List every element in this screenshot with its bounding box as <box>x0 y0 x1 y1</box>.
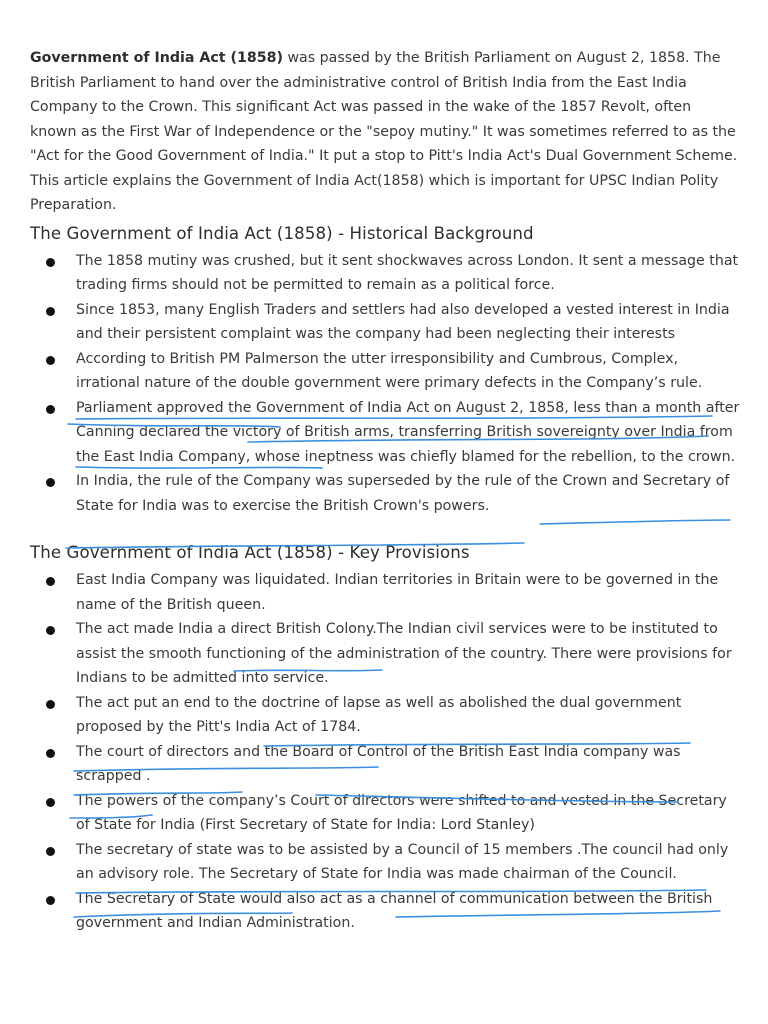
bullet-icon <box>46 356 55 365</box>
list-item-text: According to British PM Palmerson the utter irresponsibility and Cumbrous, Complex, irrational nature of the double government were primary defects in the Company’s rule. <box>76 350 703 391</box>
key-provisions-list <box>30 568 740 936</box>
bullet-icon <box>46 478 55 487</box>
list-item <box>30 789 740 838</box>
intro-bold-title: Government of India Act (1858) <box>30 50 283 66</box>
list-item <box>30 617 740 691</box>
bullet-icon <box>46 577 55 586</box>
bullet-icon <box>46 405 55 414</box>
historical-background-list <box>30 249 740 519</box>
intro-text: was passed by the British Parliament on August 2, 1858. The British Parliament to hand over the administrative control of British India from the East India Company to the Crown. This significant Act was passed in the wake of the 1857 Revolt, often known as the First War of Independence or the "sepoy mutiny." It was sometimes referred to as the "Act for the Good Government of India." It put a stop to Pitt's India Act's Dual Government Scheme. This article explains the Government of India Act(1858) which is important for UPSC Indian Polity Preparation. <box>30 50 738 213</box>
list-item-text: The act put an end to the doctrine of lapse as well as abolished the dual government proposed by the Pitt's India Act of 1784. <box>76 694 682 735</box>
list-item <box>30 887 740 936</box>
list-item-text: The powers of the company’s Court of directors were shifted to and vested in the Secretary of State for India (First Secretary of State for India: Lord Stanley) <box>76 792 727 833</box>
section-heading-key-provisions: The Government of India Act (1858) - Key Provisions <box>30 543 470 562</box>
list-item <box>30 568 740 617</box>
list-item-text: East India Company was liquidated. Indian territories in Britain were to be governed in the name of the British queen. <box>76 572 719 613</box>
section-heading-historical-background: The Government of India Act (1858) - Historical Background <box>30 223 534 243</box>
list-item-text: The 1858 mutiny was crushed, but it sent shockwaves across London. It sent a message that trading firms should not be permitted to remain as a political force. <box>76 252 739 293</box>
list-item-text: In India, the rule of the Company was superseded by the rule of the Crown and Secretary of State for India was to exercise the British Crown's powers. <box>76 473 730 514</box>
list-item <box>30 691 740 740</box>
bullet-icon <box>46 749 55 758</box>
article <box>30 46 740 936</box>
list-item-text: The Secretary of State would also act as a channel of communication between the British government and Indian Administration. <box>76 890 713 931</box>
list-item-text: Since 1853, many English Traders and settlers had also developed a vested interest in India and their persistent complaint was the company had been neglecting their interests <box>76 301 730 342</box>
bullet-icon <box>46 798 55 807</box>
list-item-text: Parliament approved the Government of India Act on August 2, 1858, less than a month after Canning declared the victory of British arms, transferring British sovereignty over India from the East India Company, whose ineptness was chiefly blamed for the rebellion, to the crown. <box>76 399 740 465</box>
bullet-icon <box>46 307 55 316</box>
bullet-icon <box>46 258 55 267</box>
list-item-text: The act made India a direct British Colony.The Indian civil services were to be instituted to assist the smooth functioning of the administration of the country. There were provisions for Indians to be admitted into service. <box>76 621 732 686</box>
list-item <box>30 469 740 518</box>
list-item <box>30 838 740 887</box>
list-item <box>30 740 740 789</box>
bullet-icon <box>46 847 55 856</box>
list-item-text: The secretary of state was to be assisted by a Council of 15 members .The council had only an advisory role. The Secretary of State for India was made chairman of the Council. <box>76 841 729 882</box>
list-item <box>30 249 740 298</box>
list-item <box>30 347 740 396</box>
list-item-text: The court of directors and the Board of Control of the British East India company was scrapped . <box>76 743 681 784</box>
bullet-icon <box>46 700 55 709</box>
intro-paragraph <box>30 46 740 218</box>
list-item <box>30 396 740 470</box>
list-item <box>30 298 740 347</box>
bullet-icon <box>46 896 55 905</box>
bullet-icon <box>46 626 55 635</box>
